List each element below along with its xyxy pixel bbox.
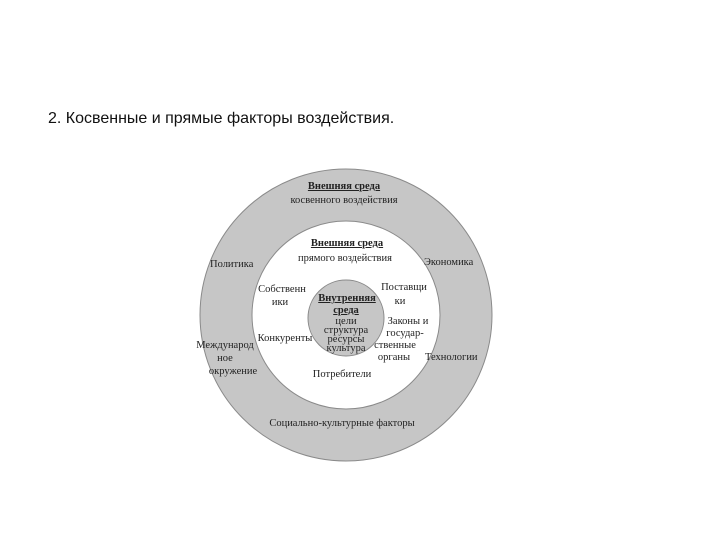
core-item-goals: цели (335, 316, 357, 327)
factor-consumers: Потребители (312, 369, 372, 380)
factor-international-1: Международ (196, 340, 254, 351)
factor-economy: Экономика (424, 257, 474, 268)
core-title-1: Внутренняя (318, 293, 376, 304)
factor-suppliers-2: ки (394, 296, 406, 307)
factor-owners-2: ики (271, 297, 289, 308)
factor-owners-1: Собственн (258, 284, 306, 295)
factor-competitors: Конкуренты (257, 333, 313, 344)
core-item-culture: культура (326, 343, 366, 354)
outer-ring-subtitle: косвенного воздействия (290, 195, 398, 206)
slide-heading: 2. Косвенные и прямые факторы воздействия. (48, 110, 395, 127)
factor-laws-1: Законы и (387, 316, 429, 327)
factor-laws-3: ственные (374, 340, 416, 351)
factor-international-2: ное (217, 353, 233, 364)
factor-laws-2: государ- (386, 328, 424, 339)
factor-suppliers-1: Поставщи (381, 282, 427, 293)
middle-ring-title: Внешняя среда (310, 238, 384, 249)
factor-politics: Политика (210, 259, 254, 270)
factor-international-3: окружение (208, 366, 258, 377)
factor-technology: Технологии (425, 352, 478, 363)
core-item-resources: ресурсы (327, 334, 365, 345)
factor-laws-4: органы (377, 352, 411, 363)
core-item-structure: структура (323, 325, 369, 336)
middle-ring-subtitle: прямого воздействия (298, 253, 392, 264)
core-title-2: среда (333, 305, 359, 316)
factor-sociocultural: Социально-культурные факторы (269, 418, 415, 429)
outer-ring-title: Внешняя среда (307, 181, 381, 192)
